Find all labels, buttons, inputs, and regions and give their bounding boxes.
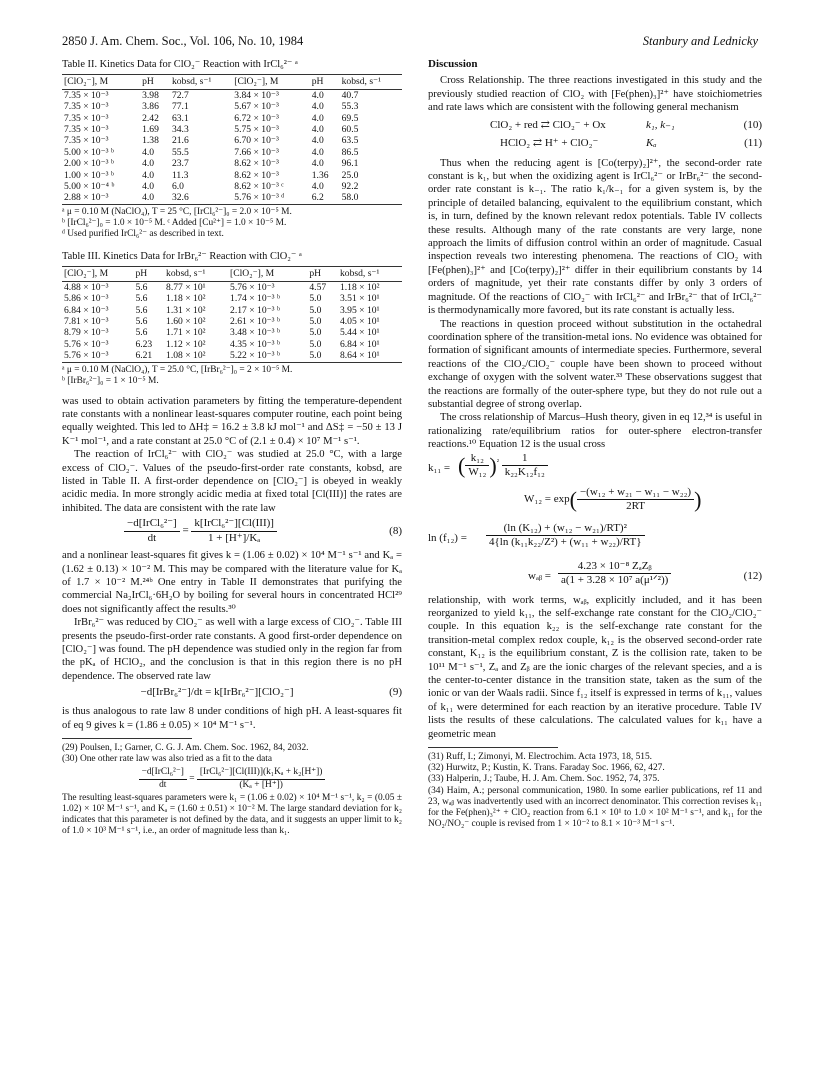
- paragraph: Cross Relationship. The three reactions investigated in this study and the previously studied reaction of ClO₂ with [Fe(phen)₃]²⁺ have stoichiometries and rate laws which are consistent with the following general mechanism: [428, 75, 762, 114]
- table-cell: 2.88 × 10⁻³: [62, 192, 140, 204]
- table-cell: 5.00 × 10⁻³ ᵇ: [64, 146, 114, 158]
- column-header: pH: [133, 267, 164, 281]
- table-cell: 7.35 × 10⁻³: [64, 112, 109, 124]
- table-cell: 6.21: [133, 350, 164, 362]
- footnote-33: (33) Halperin, J.; Taube, H. J. Am. Chem. Soc. 1952, 74, 375.: [428, 774, 660, 785]
- table-cell: 5.76 × 10⁻³: [64, 338, 109, 350]
- table-cell: 8.62 × 10⁻³ ᶜ: [234, 181, 284, 193]
- eq8-rhs: $\frac{\text{k[IrCl₆²⁻][Cl(III)]}}{\text{1 + [H⁺]/Kₐ}}$: [191, 517, 277, 545]
- table-cell: 5.67 × 10⁻³: [234, 101, 279, 113]
- table-cell: 8.64 × 10¹: [338, 350, 402, 362]
- table-cell: 5.0: [309, 304, 322, 316]
- table-cell: 8.62 × 10⁻³: [234, 169, 279, 181]
- table-cell: 96.1: [341, 158, 359, 170]
- table-cell: 4.0: [311, 146, 324, 158]
- table-cell: 3.51 × 10¹: [339, 293, 380, 305]
- table-cell: 4.0: [311, 124, 324, 136]
- table-3-caption: Table III. Kinetics Data for IrBr₆²⁻ Reaction with ClO₂⁻ ᵃ: [62, 250, 302, 262]
- table-cell: 8.77 × 10¹: [166, 281, 206, 293]
- column-header: [ClO₂⁻], M: [62, 75, 140, 89]
- table-cell: 1.31 × 10²: [166, 304, 206, 316]
- table-cell: 8.79 × 10⁻³: [64, 327, 109, 339]
- table-cell: 1.38: [142, 135, 159, 147]
- table-cell: 5.86 × 10⁻³: [64, 293, 109, 305]
- table-cell: 8.62 × 10⁻³: [234, 158, 279, 170]
- table-cell: 7.35 × 10⁻³: [64, 89, 109, 101]
- table-cell: 5.6: [135, 304, 148, 316]
- equation-number: (10): [743, 118, 762, 131]
- table-cell: 3.95 × 10¹: [339, 304, 380, 316]
- table-cell: 2.17 × 10⁻³ ᵇ: [230, 304, 280, 316]
- table-2: [62, 74, 402, 204]
- equation-11: HClO₂ ⇄ H⁺ + ClO₂⁻ Kₐ (11): [500, 136, 762, 149]
- table-cell: 63.5: [341, 135, 359, 147]
- equation-12: k₁₁ = ( $\frac{\text{k₁₂}}{\text{W₁₂}}$ )$^{^2}$ $\frac{1}{\text{k₂₂K₁₂f₁₂}}$ W₁₂ = exp( $\frac{\text{−(w₁₂ + w₂₁ − w₁₁ − w₂₂)}}{2RT}$ ) ln (f₁₂) = $\frac{\text{(ln (K₁₂) + (w₁₂ − w₂₁)/RT)²}}{\text{4\{ln (k₁₁k₂₂/Z²) + (w₁₁ + w₂₂)/RT\}}}$ wₐᵦ = $\frac{\text{4.23 × 10⁻⁸ ZₐZᵦ}}{\text{a(1 + 3.28 × 10⁷ a(μ¹ᐟ²))}}$ (12): [428, 451, 762, 586]
- table-cell: 1.08 × 10²: [164, 350, 228, 362]
- table-3: [62, 266, 402, 362]
- table-cell: 1.71 × 10²: [166, 327, 206, 339]
- paragraph: is thus analogous to rate law 8 under conditions of high pH. A least-squares fit of eq 9 gives k = (1.86 ± 0.05) × 10⁴ M⁻¹ s⁻¹.: [62, 706, 402, 731]
- paragraph: was used to obtain activation parameters by fitting the temperature-dependent rate constants with a nonlinear least-squares computer routine, each point being equally weighted. This led to ΔH‡ = 16.2 ± 3.8 kJ mol⁻¹ and ΔS‡ = −50 ± 13 J K⁻¹ mol⁻¹, and a rate constant at 25.0 °C of (2.1 ± 0.4) × 10⁷ M⁻¹ s⁻¹.: [62, 395, 402, 447]
- table-cell: 6.70 × 10⁻³: [234, 135, 279, 147]
- table-cell: 40.7: [341, 89, 359, 101]
- table-3-notes: [62, 365, 402, 387]
- table-cell: 7.81 × 10⁻³: [64, 315, 109, 327]
- table-cell: 11.3: [171, 169, 189, 181]
- column-header: pH: [307, 267, 338, 281]
- footnote-rule: [428, 747, 558, 748]
- table-cell: 4.0: [311, 135, 324, 147]
- table-cell: 5.6: [135, 281, 148, 293]
- footnote-30-tail: The resulting least-squares parameters were k₁ = (1.06 ± 0.02) × 10⁴ M⁻¹ s⁻¹, k₂ = (0.05 ± 1.02) × 10² M⁻¹ s⁻¹, and Kₐ = (1.60 ± 0.51) × 10⁻² M. The large standard deviation for k₂ indicates that this parameter is not defined by the data, and it suggests an upper limit to k₂ of 1.0 × 10³ M⁻¹ s⁻¹, i.e., an order of magnitude less than k₁.: [62, 792, 402, 837]
- table-cell: 21.6: [171, 135, 189, 147]
- paragraph: IrBr₆²⁻ was reduced by ClO₂⁻ as well with a large excess of ClO₂⁻. Table III presents the pseudo-first-order rate constants. A good first-order dependence on [ClO₂⁻] was found. The pH dependence was studied only in the region far from the pKₐ of HClO₂, and the conclusion is that in this region there is no pH dependence. The observed rate law: [62, 617, 402, 682]
- table-row: [62, 327, 402, 338]
- equation-number: (12): [743, 569, 762, 582]
- column-header: kobsd, s⁻¹: [340, 75, 402, 89]
- table-cell: 1.18 × 10²: [166, 293, 206, 305]
- table-2-notes: [62, 207, 402, 240]
- column-header: [ClO₂⁻], M: [228, 267, 307, 281]
- footnote-rule: [62, 738, 192, 739]
- table-cell: 69.5: [341, 112, 359, 124]
- table-cell: 5.00 × 10⁻⁴ ᵇ: [64, 181, 115, 193]
- column-header: kobsd, s⁻¹: [164, 267, 228, 281]
- table-cell: 6.84 × 10¹: [339, 338, 380, 350]
- paragraph: and a nonlinear least-squares fit gives k = (1.06 ± 0.02) × 10⁴ M⁻¹ s⁻¹ and Kₐ = (1.62 ± 0.13) × 10⁻² M. This may be compared with the literature value for Kₐ of 1.7 × 10⁻² M.²⁴ᵇ One entry in Table II demonstrates that purifying the commercial Na₂IrCl₆·6H₂O by boiling for several hours in concentrated HCl²⁹ does not significantly affect the results.³⁰: [62, 550, 402, 615]
- table-cell: 5.0: [307, 350, 338, 362]
- table-cell: 7.35 × 10⁻³: [64, 124, 109, 136]
- section-heading: Discussion: [428, 58, 478, 70]
- table-cell: 6.84 × 10⁻³: [64, 304, 109, 316]
- column-header: kobsd, s⁻¹: [338, 267, 402, 281]
- equation-number: (9): [389, 686, 402, 699]
- equation-10: ClO₂ + red ⇄ ClO₂⁻ + Ox k₁, k₋₁ (10): [490, 118, 762, 131]
- table-cell: 2.61 × 10⁻³ ᵇ: [230, 315, 280, 327]
- table-cell: 7.35 × 10⁻³: [64, 135, 109, 147]
- table-cell: 4.57: [309, 281, 327, 293]
- right-column: [428, 58, 762, 830]
- table-cell: 23.7: [171, 158, 189, 170]
- table-cell: 3.86: [142, 101, 159, 113]
- table-cell: 55.3: [341, 101, 359, 113]
- table-3-note: ᵃ μ = 0.10 M (NaClO₄), T = 25.0 °C, [IrBr₆²⁻]₀ = 2 × 10⁻⁵ M.: [62, 364, 293, 375]
- table-cell: 58.0: [340, 192, 402, 204]
- table-row: [62, 170, 402, 181]
- table-cell: 4.0: [311, 101, 324, 113]
- table-cell: 4.0: [311, 112, 324, 124]
- table-cell: 1.69: [142, 124, 159, 136]
- table-cell: 2.42: [142, 112, 159, 124]
- footnote-31: (31) Ruff, I.; Zimonyi, M. Electrochim. Acta 1973, 18, 515.: [428, 752, 653, 763]
- table-row: [62, 339, 402, 350]
- table-cell: 4.0: [142, 181, 155, 193]
- table-cell: 1.74 × 10⁻³ ᵇ: [230, 293, 280, 305]
- table-cell: 5.22 × 10⁻³ ᵇ: [228, 350, 307, 362]
- table-row: [62, 305, 402, 316]
- table-cell: 5.0: [309, 293, 322, 305]
- table-cell: 4.35 × 10⁻³ ᵇ: [230, 338, 280, 350]
- table-row: [62, 113, 402, 124]
- table-cell: 5.0: [309, 327, 322, 339]
- paragraph: The reactions in question proceed without substitution in the octahedral coordination sphere of the transition-metal ions. No evidence was obtained for formation of significant amounts of intermediate species. Furthermore, several reactions of the ClO₂/ClO₂⁻ couple have been shown to proceed without exchange of oxygen with the solvent water.³³ These observations suggest that the reactions are formally of the outer-sphere type, but they do not rule out a substantial degree of strong overlap.: [428, 318, 762, 410]
- table-cell: 63.1: [171, 112, 189, 124]
- table-row: [62, 293, 402, 304]
- table-cell: 34.3: [171, 124, 189, 136]
- table-2-note: ᵃ μ = 0.10 M (NaClO₄), T = 25 °C, [IrCl₆²⁻]₀ = 2.0 × 10⁻⁵ M.: [62, 206, 292, 217]
- footnote-29: (29) Poulsen, I.; Garner, C. G. J. Am. Chem. Soc. 1962, 84, 2032.: [62, 743, 309, 754]
- paragraph: The cross relationship of Marcus–Hush theory, given in eq 12,³⁴ is useful in rationalizing rate/equilibrium ratios for outer-sphere electron-transfer reactions.¹⁰ Equation 12 is the usual cross: [428, 412, 762, 451]
- table-cell: 3.98: [142, 89, 159, 101]
- table-cell: 92.2: [341, 181, 359, 193]
- table-row: [62, 89, 402, 101]
- table-cell: 4.0: [311, 89, 324, 101]
- table-row: [62, 316, 402, 327]
- equation-9: −d[IrBr₆²⁻]/dt = k[IrBr₆²⁻][ClO₂⁻] (9): [140, 686, 402, 699]
- table-cell: 1.60 × 10²: [166, 315, 206, 327]
- column-header: pH: [140, 75, 170, 89]
- table-cell: 5.0: [309, 338, 322, 350]
- table-cell: 4.0: [142, 158, 155, 170]
- table-cell: 4.0: [142, 146, 155, 158]
- table-cell: 86.5: [341, 146, 359, 158]
- footnote-30-equation: $\frac{\text{−d[IrCl₆²⁻]}}{dt}$ = $\frac{\text{[IrCl₆²⁻][Cl(III)](k₁Kₐ + k₂[H⁺])}}{\text{(Kₐ + [H⁺])}}$: [62, 767, 402, 790]
- footnote-34: (34) Haim, A.; personal communication, 1980. In some earlier publications, ref 11 and 23, wₐᵦ was inadvertently used with an incorrect denominator. This correction revises k₁₁ for the Fe(phen)₃²⁺ + ClO₂ reaction from 6.1 × 10¹ to 1.0 × 10² M⁻¹ s⁻¹, and k₁₁ for the NO₂/NO₂⁻ couple is revised from 1 × 10⁻² to 8.1 × 10⁻³ M⁻¹ s⁻¹.: [428, 785, 762, 830]
- table-cell: 55.5: [171, 146, 189, 158]
- table-2-note: ᵈ Used purified IrCl₆²⁻ as described in text.: [62, 228, 224, 239]
- table-row: [62, 181, 402, 192]
- column-header: [ClO₂⁻], M: [232, 75, 309, 89]
- footnote-32: (32) Hurwitz, P.; Kustin, K. Trans. Faraday Soc. 1966, 62, 427.: [428, 763, 665, 774]
- table-cell: 4.05 × 10¹: [339, 315, 380, 327]
- table-cell: 3.48 × 10⁻³ ᵇ: [230, 327, 280, 339]
- column-header: pH: [310, 75, 340, 89]
- footnote-30: (30) One other rate law was also tried as a fit to the data: [62, 754, 273, 765]
- table-row: [62, 158, 402, 169]
- equation-number: (8): [389, 525, 402, 538]
- equation-8: $\frac{\text{−d[IrCl₆²⁻]}}{dt}$ = $\frac{\text{k[IrCl₆²⁻][Cl(III)]}}{\text{1 + [H⁺]/Kₐ}}$ (8): [62, 515, 402, 549]
- table-2-note: ᵇ [IrCl₆²⁻]₀ = 1.0 × 10⁻⁵ M. ᶜ Added [Cu²⁺] = 1.0 × 10⁻⁵ M.: [62, 217, 287, 228]
- table-cell: 32.6: [170, 192, 232, 204]
- footnotes: [428, 752, 762, 830]
- table-cell: 1.18 × 10²: [339, 281, 380, 293]
- table-cell: 5.6: [135, 315, 148, 327]
- table-cell: 5.76 × 10⁻³ ᵈ: [232, 192, 309, 204]
- table-cell: 5.75 × 10⁻³: [234, 124, 279, 136]
- footnotes: [62, 743, 402, 838]
- table-cell: 1.00 × 10⁻³ ᵇ: [64, 169, 114, 181]
- authors: Stanbury and Lednicky: [642, 34, 758, 48]
- table-row: [62, 101, 402, 112]
- table-2-caption: Table II. Kinetics Data for ClO₂⁻ Reaction with IrCl₆²⁻ ᵃ: [62, 59, 298, 70]
- running-header: [62, 34, 758, 50]
- table-cell: 4.88 × 10⁻³: [64, 281, 109, 293]
- journal-citation: 2850 J. Am. Chem. Soc., Vol. 106, No. 10, 1984: [62, 34, 304, 48]
- table-cell: 3.84 × 10⁻³: [234, 89, 279, 101]
- table-cell: 7.66 × 10⁻³: [234, 146, 279, 158]
- paragraph: The reaction of IrCl₆²⁻ with ClO₂⁻ was studied at 25.0 °C, with a large excess of ClO₂⁻. Values of the pseudo-first-order rate constants, kobsd, are listed in Table II. A first-order dependence on [ClO₂⁻] is obeyed in weakly acidic media. In more strongly acidic media at fixed total [Cl(III)] the rates are inhibited. The data are consistent with the rate law: [62, 449, 402, 514]
- table-cell: 5.76 × 10⁻³: [230, 281, 275, 293]
- table-cell: 5.44 × 10¹: [339, 327, 380, 339]
- table-cell: 7.35 × 10⁻³: [64, 101, 109, 113]
- table-cell: 4.0: [311, 181, 324, 193]
- table-cell: 5.0: [309, 315, 322, 327]
- table-cell: 2.00 × 10⁻³ ᵇ: [64, 158, 114, 170]
- table-cell: 5.6: [135, 293, 148, 305]
- eq8-lhs: $\frac{\text{−d[IrCl₆²⁻]}}{dt}$: [124, 517, 180, 545]
- table-row: [62, 124, 402, 135]
- table-cell: 5.6: [135, 327, 148, 339]
- table-cell: 4.0: [140, 192, 170, 204]
- table-cell: 4.0: [311, 158, 324, 170]
- table-row: [62, 192, 402, 204]
- left-column: [62, 58, 402, 838]
- table-row: [62, 135, 402, 146]
- table-cell: 6.0: [171, 181, 184, 193]
- table-3-note: ᵇ [IrBr₆²⁻]₀ = 1 × 10⁻⁵ M.: [62, 375, 159, 386]
- table-cell: 77.1: [171, 101, 189, 113]
- table-cell: 5.76 × 10⁻³: [62, 350, 133, 362]
- table-cell: 72.7: [171, 89, 189, 101]
- table-cell: 6.2: [310, 192, 340, 204]
- table-cell: 1.36: [311, 169, 329, 181]
- table-cell: 6.23: [135, 338, 153, 350]
- paragraph: relationship, with work terms, wₐᵦ, explicitly included, and it has been reorganized to yield k₁₁, the self-exchange rate constant for the ClO₂/ClO₂⁻ couple. In this equation k₂₂ is the self-exchange rate constant for the transition-metal complex redox couple, k₁₂ is the observed second-order rate constant, K₁₂ is the equilibrium constant, Z is the collision rate, taken to be 10¹¹ M⁻¹ s⁻¹, Zₐ and Zᵦ are the ionic charges of the relevant species, and a is the center-to-center distance in the transition state, taken as the sum of the ionic or van der Waals radii. Since f₁₂ itself is expressed in terms of k₁₁, values of k₁₁ were determined for each reaction by an iterative procedure. Table IV lists the results of these calculations. The calculated values for k₁₁ have a geometric mean: [428, 594, 762, 740]
- table-row: [62, 350, 402, 362]
- table-cell: 60.5: [341, 124, 359, 136]
- column-header: [ClO₂⁻], M: [62, 267, 133, 281]
- table-cell: 25.0: [341, 169, 359, 181]
- column-header: kobsd, s⁻¹: [170, 75, 232, 89]
- table-cell: 4.0: [142, 169, 155, 181]
- table-cell: 1.12 × 10²: [166, 338, 206, 350]
- table-row: [62, 147, 402, 158]
- table-cell: 6.72 × 10⁻³: [234, 112, 279, 124]
- equation-number: (11): [744, 136, 762, 149]
- table-row: [62, 281, 402, 293]
- paragraph: Thus when the reducing agent is [Co(terpy)₂]²⁺, the second-order rate constant is k₁, but when the oxidizing agent is IrCl₆²⁻ or IrBr₆²⁻ the second-order rate constant is k₋₁. The ratio k₁/k₋₁ for a given system is, by the principle of detailed balancing, equivalent to the equilibrium constant, which is, in turn, defined by the known relevant redox potentials. Table IV collects these results. Although many of the rate constants are very large, none approach the limits of diffusion control within an order of magnitude. Casual inspection reveals two interesting phenomena. The reactions of ClO₂ with [Fe(phen)₃]²⁺ and [Co(terpy)₂]²⁺ differ in their equilibrium constants by 14 orders of magnitude, yet their rate constants differ by only 3 orders of magnitude. Of the reactions of ClO₂⁻ with IrCl₆²⁻ and IrBr₆²⁻ that of IrCl₆²⁻ is thermodynamically more favored, but its rate constant is actually less.: [428, 157, 762, 317]
